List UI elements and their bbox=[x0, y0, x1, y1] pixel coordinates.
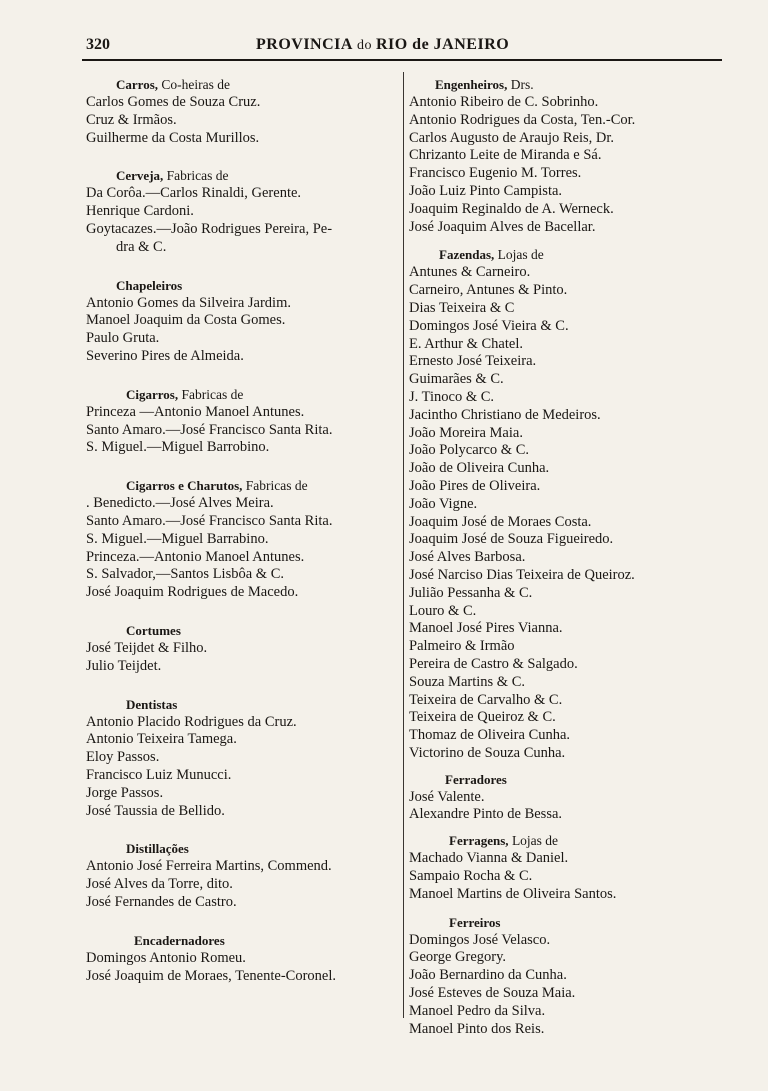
section-heading-title: Engenheiros, bbox=[435, 77, 508, 92]
directory-entry: Machado Vianna & Daniel. bbox=[409, 850, 569, 867]
directory-entry: Henrique Cardoni. bbox=[86, 203, 194, 220]
directory-entry: João de Oliveira Cunha. bbox=[409, 460, 550, 477]
directory-entry: Francisco Eugenio M. Torres. bbox=[409, 165, 582, 182]
section-heading-title: Cerveja, bbox=[116, 168, 164, 184]
directory-section bbox=[86, 167, 402, 256]
header-rule bbox=[82, 59, 722, 61]
directory-entry: Louro & C. bbox=[409, 602, 477, 619]
section-heading bbox=[86, 622, 402, 640]
directory-entry: Ernesto José Teixeira. bbox=[409, 353, 537, 370]
directory-entry: José Esteves de Souza Maia. bbox=[409, 985, 576, 1002]
directory-entry: S. Miguel.—Miguel Barrobino. bbox=[86, 439, 270, 456]
directory-entry: Manoel Pedro da Silva. bbox=[409, 1002, 546, 1019]
directory-entry: Palmeiro & Irmão bbox=[409, 638, 515, 655]
directory-entry: Victorino de Souza Cunha. bbox=[409, 744, 566, 761]
section-heading-title: Distillações bbox=[126, 841, 189, 857]
directory-section bbox=[409, 914, 745, 1039]
section-heading bbox=[86, 277, 402, 295]
section-heading-title: Cigarros e Charutos, bbox=[126, 478, 243, 494]
directory-entry: Antonio Teixeira Tamega. bbox=[86, 731, 237, 748]
section-heading bbox=[409, 246, 745, 264]
running-head-part3: RIO de JANEIRO bbox=[375, 36, 510, 53]
right-column bbox=[409, 76, 745, 1038]
directory-entry: Manoel José Pires Vianna. bbox=[409, 620, 563, 637]
section-heading-subtitle: Co-heiras de bbox=[158, 77, 230, 92]
directory-entry: João Polycarco & C. bbox=[409, 442, 530, 459]
section-heading-subtitle: Fabricas de bbox=[178, 386, 244, 402]
directory-entry: Joaquim Reginaldo de A. Werneck. bbox=[409, 200, 614, 217]
section-heading-subtitle: Lojas de bbox=[494, 247, 544, 263]
directory-section bbox=[86, 76, 402, 147]
directory-entry: Sampaio Rocha & C. bbox=[409, 868, 533, 885]
directory-entry: José Valente. bbox=[409, 788, 485, 805]
section-heading-title: Ferreiros bbox=[449, 914, 501, 930]
directory-section bbox=[409, 771, 745, 825]
left-column bbox=[86, 76, 402, 985]
directory-entry: José Fernandes de Castro. bbox=[86, 893, 237, 910]
directory-entry: Chrizanto Leite de Miranda e Sá. bbox=[409, 147, 602, 164]
directory-entry: dra & C. bbox=[116, 238, 167, 255]
directory-entry: Teixeira de Carvalho & C. bbox=[409, 691, 563, 708]
section-heading-title: Cigarros, bbox=[126, 386, 179, 402]
directory-entry: George Gregory. bbox=[409, 949, 507, 966]
directory-entry: José Joaquim Alves de Bacellar. bbox=[409, 218, 596, 235]
directory-entry: José Alves da Torre, dito. bbox=[86, 876, 233, 893]
directory-entry: Manoel Pinto dos Reis. bbox=[409, 1020, 545, 1037]
section-heading-subtitle: Fabricas de bbox=[163, 168, 229, 184]
directory-entry: Antonio Rodrigues da Costa, Ten.-Cor. bbox=[409, 111, 636, 128]
section-heading bbox=[86, 477, 402, 495]
column-divider bbox=[403, 72, 404, 1018]
section-heading bbox=[86, 696, 402, 714]
directory-entry: José Taussia de Bellido. bbox=[86, 802, 225, 819]
section-heading bbox=[409, 771, 745, 789]
section-heading bbox=[86, 76, 402, 94]
section-heading-title: Carros, bbox=[116, 77, 159, 92]
directory-entry: Joaquim José de Souza Figueiredo. bbox=[409, 531, 614, 548]
section-heading bbox=[409, 76, 745, 94]
directory-entry: Carneiro, Antunes & Pinto. bbox=[409, 282, 568, 299]
directory-entry: Francisco Luiz Munucci. bbox=[86, 766, 232, 783]
directory-entry: Jacintho Christiano de Medeiros. bbox=[409, 406, 601, 423]
directory-entry: Santo Amaro.—José Francisco Santa Rita. bbox=[86, 512, 333, 529]
directory-entry: Domingos Antonio Romeu. bbox=[86, 949, 246, 966]
directory-entry: Severino Pires de Almeida. bbox=[86, 347, 244, 364]
running-head-part1: PROVINCIA bbox=[256, 36, 353, 53]
directory-section bbox=[86, 386, 402, 457]
directory-entry: Julio Teijdet. bbox=[86, 657, 162, 674]
directory-entry: Pereira de Castro & Salgado. bbox=[409, 655, 578, 672]
directory-entry: Guimarães & C. bbox=[409, 371, 504, 388]
directory-entry: João Pires de Oliveira. bbox=[409, 477, 541, 494]
directory-entry: Souza Martins & C. bbox=[409, 673, 525, 690]
directory-section bbox=[86, 277, 402, 366]
section-heading-title: Encadernadores bbox=[134, 932, 225, 948]
section-heading bbox=[86, 932, 402, 950]
directory-entry: Da Corôa.—Carlos Rinaldi, Gerente. bbox=[86, 185, 302, 202]
section-heading bbox=[409, 914, 745, 932]
section-heading-title: Cortumes bbox=[126, 622, 181, 638]
section-heading-subtitle: Fabricas de bbox=[242, 478, 308, 494]
directory-entry: Antonio José Ferreira Martins, Commend. bbox=[86, 858, 332, 875]
directory-entry: Santo Amaro.—José Francisco Santa Rita. bbox=[86, 421, 333, 438]
directory-entry: José Narciso Dias Teixeira de Queiroz. bbox=[409, 566, 635, 583]
directory-section bbox=[86, 932, 402, 986]
section-heading bbox=[86, 167, 402, 185]
directory-entry: João Vigne. bbox=[409, 495, 478, 512]
directory-entry: Alexandre Pinto de Bessa. bbox=[409, 806, 563, 823]
section-heading bbox=[86, 840, 402, 858]
directory-entry: J. Tinoco & C. bbox=[409, 388, 495, 405]
directory-entry: João Luiz Pinto Campista. bbox=[409, 182, 563, 199]
directory-entry: Paulo Gruta. bbox=[86, 330, 160, 347]
directory-entry: S. Salvador,—Santos Lisbôa & C. bbox=[86, 566, 284, 583]
directory-entry: Carlos Gomes de Souza Cruz. bbox=[86, 94, 261, 110]
directory-entry: Domingos José Vieira & C. bbox=[409, 317, 569, 334]
section-heading-title: Ferragens, bbox=[449, 833, 509, 849]
running-head-part2: do bbox=[352, 38, 376, 53]
directory-entry: Antonio Placido Rodrigues da Cruz. bbox=[86, 713, 297, 730]
directory-entry: Manoel Joaquim da Costa Gomes. bbox=[86, 312, 286, 329]
directory-entry: João Moreira Maia. bbox=[409, 424, 523, 441]
directory-entry: Cruz & Irmãos. bbox=[86, 111, 177, 128]
directory-entry: Jorge Passos. bbox=[86, 784, 164, 801]
section-heading-subtitle: Lojas de bbox=[508, 833, 559, 849]
directory-entry: Julião Pessanha & C. bbox=[409, 584, 533, 601]
section-heading-title: Ferradores bbox=[445, 771, 507, 787]
directory-entry: Joaquim José de Moraes Costa. bbox=[409, 513, 592, 530]
section-heading-title: Fazendas, bbox=[439, 247, 495, 263]
directory-entry: Goytacazes.—João Rodrigues Pereira, Pe- bbox=[86, 220, 333, 237]
section-heading-title: Chapeleiros bbox=[116, 277, 183, 293]
directory-entry: Thomaz de Oliveira Cunha. bbox=[409, 727, 571, 744]
directory-entry: Manoel Martins de Oliveira Santos. bbox=[409, 885, 617, 902]
directory-entry: Eloy Passos. bbox=[86, 749, 160, 766]
directory-entry: Princeza.—Antonio Manoel Antunes. bbox=[86, 548, 305, 565]
directory-entry: Princeza —Antonio Manoel Antunes. bbox=[86, 403, 305, 420]
directory-entry: José Teijdet & Filho. bbox=[86, 639, 208, 656]
directory-entry: Dias Teixeira & C bbox=[409, 299, 515, 316]
directory-entry: Antonio Gomes da Silveira Jardim. bbox=[86, 294, 291, 311]
directory-entry: João Bernardino da Cunha. bbox=[409, 967, 567, 984]
directory-entry: S. Miguel.—Miguel Barrabino. bbox=[86, 530, 269, 547]
section-heading bbox=[86, 386, 402, 404]
running-head bbox=[256, 36, 509, 54]
directory-section bbox=[86, 622, 402, 676]
directory-entry: Carlos Augusto de Araujo Reis, Dr. bbox=[409, 129, 615, 146]
page-number: 320 bbox=[86, 36, 110, 53]
directory-section bbox=[86, 477, 402, 602]
directory-entry: Guilherme da Costa Murillos. bbox=[86, 129, 260, 146]
directory-section bbox=[86, 696, 402, 821]
directory-entry: E. Arthur & Chatel. bbox=[409, 335, 523, 352]
directory-entry: Antunes & Carneiro. bbox=[409, 264, 531, 281]
directory-section bbox=[409, 76, 745, 236]
directory-entry: Domingos José Velasco. bbox=[409, 931, 551, 948]
directory-section bbox=[409, 246, 745, 762]
directory-entry: . Benedicto.—José Alves Meira. bbox=[86, 495, 274, 512]
directory-section bbox=[86, 840, 402, 911]
directory-entry: Teixeira de Queiroz & C. bbox=[409, 709, 556, 726]
section-heading bbox=[409, 832, 745, 850]
directory-entry: José Joaquim de Moraes, Tenente-Coronel. bbox=[86, 967, 336, 984]
directory-entry: José Joaquim Rodrigues de Macedo. bbox=[86, 584, 299, 601]
directory-entry: José Alves Barbosa. bbox=[409, 549, 526, 566]
directory-entry: Antonio Ribeiro de C. Sobrinho. bbox=[409, 94, 599, 110]
section-heading-title: Dentistas bbox=[126, 696, 178, 712]
directory-section bbox=[409, 832, 745, 903]
section-heading-subtitle: Drs. bbox=[507, 77, 534, 92]
